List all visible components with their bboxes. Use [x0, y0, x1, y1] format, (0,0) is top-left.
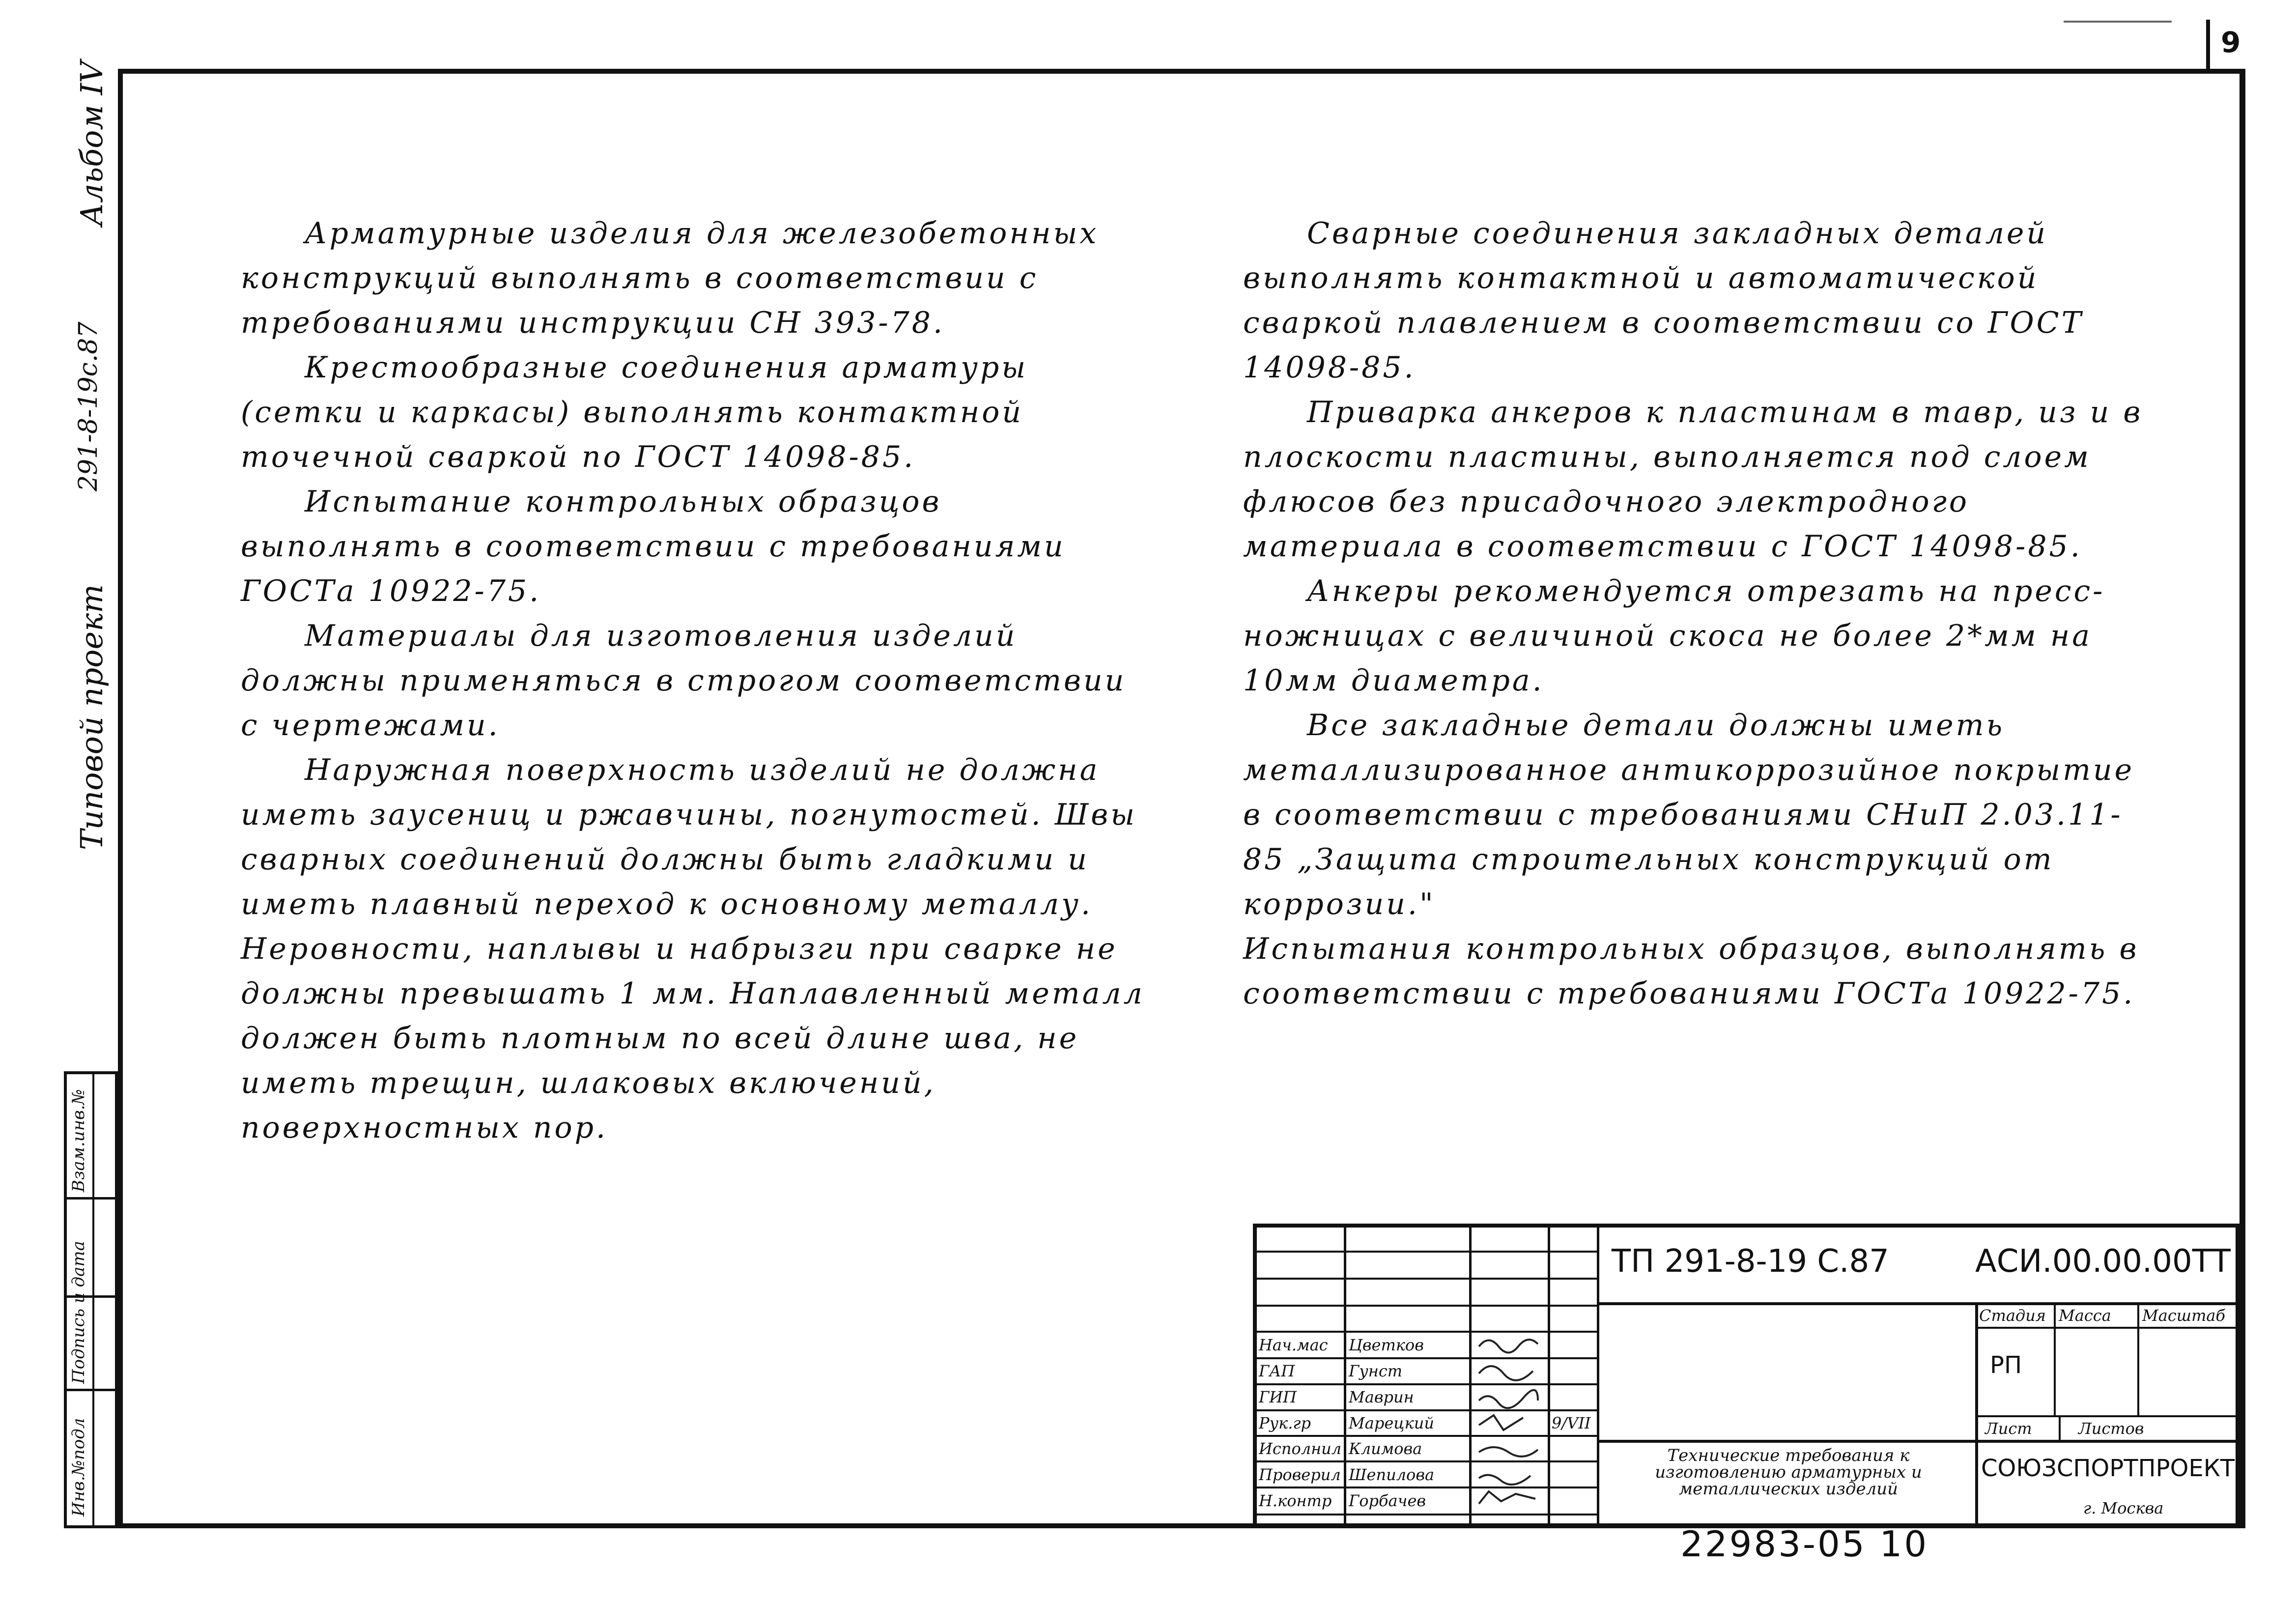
tb-line: [1597, 1302, 2239, 1305]
stamp-swap-label: Взам.инв.№: [69, 1089, 88, 1192]
top-edge-mark: [2064, 21, 2172, 23]
organization-name: СОЮЗСПОРТПРОЕКТ: [1981, 1455, 2235, 1482]
paragraph: Материалы для изготовления изделий должны применяться в строгом соответствии с чертежами.: [241, 619, 1127, 743]
paragraph: Приварка анкеров к пластинам в тавр, из и в плоскости пластины, выполняется под слоем флюсов без присадочного электродного материала в соответствии с ГОСТ 14098-85.: [1243, 395, 2143, 564]
tb-line: [2236, 1224, 2239, 1528]
tb-line: [2137, 1302, 2139, 1415]
left-text-column: [241, 211, 1150, 1150]
paragraph: Анкеры рекомендуется отрезать на пресс-ножницах с величиной скоса не более 2*мм на 10мм диаметра.: [1243, 574, 2105, 698]
title-block: [1253, 1224, 2245, 1528]
tb-line: [1548, 1224, 1550, 1528]
role-cell: Н.контр: [1259, 1491, 1332, 1510]
tb-line: [1253, 1224, 1257, 1528]
paragraph: Испытания контрольных образцов, выполнять в соответствии с требованиями ГОСТа 10922-75.: [1243, 932, 2139, 1011]
role-cell: Проверил: [1259, 1465, 1341, 1484]
mass-label: Масса: [2059, 1306, 2111, 1325]
paragraph: Испытание контрольных образцов выполнять в соответствии с требованиями ГОСТа 10922-75.: [241, 485, 1066, 608]
name-cell: Марецкий: [1349, 1414, 1434, 1432]
scale-label: Масштаб: [2142, 1306, 2226, 1325]
side-stamp-divider: [92, 1074, 94, 1525]
organization-city: г. Москва: [2083, 1499, 2164, 1517]
paragraph: Все закладные детали должны иметь металлизированное антикоррозийное покрытие в соответствии с требованиями СНиП 2.03.11-85 „Защита строительных конструкций от коррозии.": [1243, 708, 2135, 921]
stage-label: Стадия: [1979, 1306, 2046, 1325]
paragraph: Наружная поверхность изделий не должна иметь заусениц и ржавчины, погнутостей. Швы сварных соединений должны быть гладкими и иметь плавный переход к основному металлу. Неровности, наплывы и набрызги при сварке не должны превышать 1 мм. Наплавленный металл должен быть плотным по всей длине шва, не иметь трещин, шлаковых включений, поверхностных пор.: [241, 753, 1145, 1145]
tb-line: [1253, 1278, 1597, 1280]
tb-line: [1597, 1440, 2239, 1443]
role-cell: Нач.мас: [1259, 1336, 1328, 1354]
project-number: ТП 291-8-19 С.87: [1612, 1243, 1889, 1280]
signatures-graphic: [1474, 1332, 1548, 1518]
paragraph: Крестообразные соединения арматуры (сетки и каркасы) выполнять контактной точечной сваркой по ГОСТ 14098-85.: [241, 350, 1028, 474]
side-stamp: [64, 1071, 118, 1528]
tb-line: [1253, 1224, 2245, 1228]
name-cell: Гунст: [1349, 1362, 1403, 1380]
sheets-label: Листов: [2078, 1419, 2144, 1438]
bottom-number: 22983-05 10: [1680, 1523, 1929, 1565]
right-text-column: [1243, 211, 2152, 1016]
side-stamp-separator: [67, 1197, 115, 1200]
tb-line: [1253, 1305, 1597, 1307]
name-cell: Цветков: [1349, 1336, 1424, 1354]
document-code: АСИ.00.00.00ТТ: [1975, 1243, 2231, 1280]
project-type-label: Типовой проект: [74, 584, 110, 850]
side-stamp-separator: [67, 1389, 115, 1391]
stamp-sign-label: Подпись и дата: [69, 1241, 88, 1384]
role-cell: Исполнил: [1259, 1439, 1342, 1458]
role-cell: Рук.гр: [1259, 1414, 1311, 1432]
tb-line: [1344, 1224, 1346, 1528]
name-cell: Маврин: [1349, 1388, 1414, 1406]
role-cell: ГИП: [1259, 1388, 1297, 1406]
stage-value: РП: [1990, 1351, 2022, 1379]
tb-line: [1469, 1224, 1472, 1528]
paragraph: Сварные соединения закладных деталей выполнять контактной и автоматической сваркой плавлением в соответствии со ГОСТ 14098-85.: [1243, 216, 2084, 385]
paragraph: Арматурные изделия для железобетонных конструкций выполнять в соответствии с требованиями инструкции СН 393-78.: [241, 216, 1099, 340]
sheet-label: Лист: [1985, 1419, 2032, 1438]
tb-line: [2054, 1302, 2056, 1415]
tb-line: [1975, 1415, 2239, 1417]
name-cell: Горбачев: [1349, 1491, 1426, 1510]
sheet-number-divider: [2206, 20, 2210, 69]
tb-line: [1253, 1251, 1597, 1253]
name-cell: Шепилова: [1349, 1465, 1435, 1484]
date-mark: 9/VII: [1552, 1414, 1591, 1432]
tb-line: [1975, 1327, 2239, 1329]
tb-line: [1597, 1224, 1599, 1528]
album-label: Альбом IV: [74, 61, 110, 226]
project-code-label: 291-8-19с.87: [74, 321, 103, 491]
sheet-number: 9: [2221, 26, 2241, 59]
stamp-inv-label: Инв.№подл: [69, 1418, 88, 1516]
tb-line: [2059, 1415, 2061, 1440]
role-cell: ГАП: [1259, 1362, 1295, 1380]
document-title: Технические требования к изготовлению арматурных и металлических изделий: [1655, 1446, 1922, 1499]
name-cell: Климова: [1349, 1439, 1422, 1458]
